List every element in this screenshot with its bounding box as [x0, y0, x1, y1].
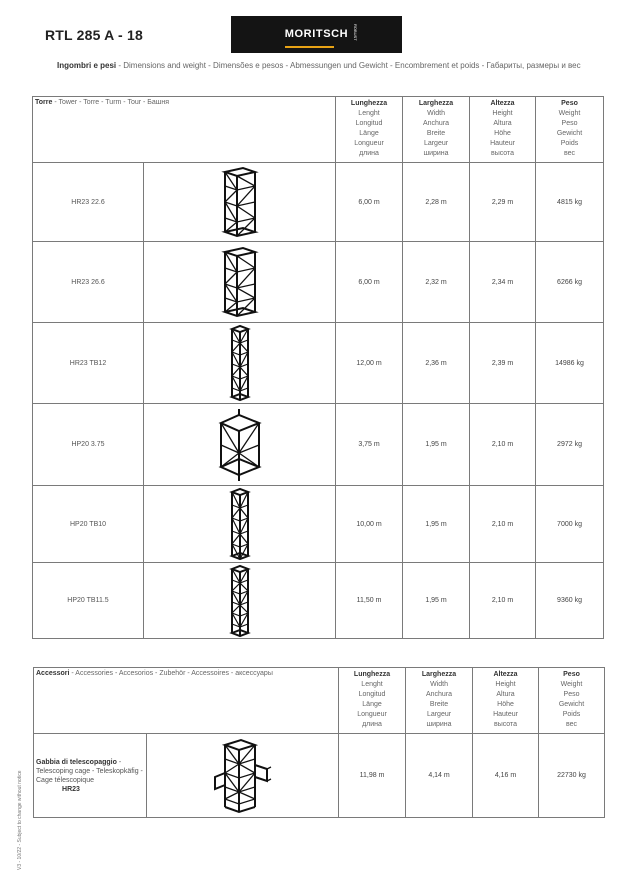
tower-base-icon: [220, 487, 260, 561]
table-row: [33, 563, 604, 639]
tower-image-cell: [144, 404, 336, 486]
tower-width: 1,95 m: [403, 486, 470, 563]
moritsch-logo: [231, 16, 402, 53]
accessory-name-line2: Telescoping cage - Teleskopkäfig -: [36, 767, 143, 775]
header-length-ru: длина: [359, 150, 379, 157]
acc-header-length-en: Lenght: [361, 681, 383, 688]
tower-image-cell: [144, 323, 336, 404]
acc-header-weight: [539, 668, 605, 734]
header-height: [470, 97, 536, 163]
tower-name: HP20 TB11.5: [33, 563, 144, 639]
acc-header-weight-ru: вес: [565, 721, 578, 728]
tower-name: HP20 TB10: [33, 486, 144, 563]
tower-base-icon: [220, 324, 260, 402]
page-subtitle: [57, 61, 581, 70]
acc-header-width: [406, 668, 473, 734]
table-row: [33, 323, 604, 404]
acc-header-weight-fr: Poids: [562, 711, 581, 718]
header-length-label: Lunghezza: [350, 100, 388, 107]
tower-image-cell: [144, 163, 336, 242]
header-length-en: Lenght: [358, 110, 380, 117]
tower-image-cell: [144, 486, 336, 563]
header-weight-label: Peso: [561, 100, 578, 107]
header-height-ru: высота: [490, 150, 515, 157]
tower-width: 1,95 m: [403, 404, 470, 486]
tower-height: 2,34 m: [470, 242, 536, 323]
tower-weight: 4815 kg: [536, 163, 604, 242]
acc-header-height-ru: высота: [493, 721, 518, 728]
accessories-table: [33, 667, 605, 818]
tower-length: 6,00 m: [336, 242, 403, 323]
tower-length: 3,75 m: [336, 404, 403, 486]
accessory-image-cell: [147, 734, 339, 818]
tower-image-cell: [144, 563, 336, 639]
tower-name: HR23 26.6: [33, 242, 144, 323]
tower-name: HR23 22.6: [33, 163, 144, 242]
tower-section-bold: Torre: [35, 99, 53, 106]
acc-header-weight-label: Peso: [563, 671, 580, 678]
tower-height: 2,39 m: [470, 323, 536, 404]
accessories-header-row: [34, 668, 605, 734]
accessory-width: 4,14 m: [406, 734, 473, 818]
acc-header-length-label: Lunghezza: [353, 671, 391, 678]
tower-weight: 2972 kg: [536, 404, 604, 486]
tower-weight: 6266 kg: [536, 242, 604, 323]
table-row: [33, 242, 604, 323]
tower-length: 6,00 m: [336, 163, 403, 242]
tower-section-label: [33, 97, 336, 163]
acc-header-width-es: Anchura: [425, 691, 453, 698]
logo-accent-bar: [285, 46, 334, 48]
acc-header-width-de: Breite: [429, 701, 449, 708]
tower-table: [32, 96, 604, 639]
accessory-name-line3: Cage télescopique: [36, 776, 94, 784]
acc-header-height-de: Höhe: [497, 701, 514, 708]
acc-header-weight-en: Weight: [560, 681, 583, 688]
subtitle-bold: Ingombri e pesi: [57, 61, 117, 70]
acc-header-length-de: Länge: [362, 701, 382, 708]
tower-section-icon: [213, 407, 267, 483]
header-width-label: Larghezza: [418, 100, 454, 107]
header-weight: [536, 97, 604, 163]
logo-text: MORITSCH: [284, 28, 349, 40]
tower-section-icon: [215, 164, 265, 240]
header-width-fr: Largeur: [423, 140, 449, 147]
tower-height: 2,10 m: [470, 563, 536, 639]
acc-header-weight-es: Peso: [563, 691, 580, 698]
table-row: [33, 404, 604, 486]
header-weight-de: Gewicht: [556, 130, 583, 137]
header-height-label: Altezza: [490, 100, 515, 107]
accessory-name-bold: Gabbia di telescopaggio: [36, 758, 117, 766]
header-weight-en: Weight: [558, 110, 581, 117]
header-length-de: Länge: [359, 130, 379, 137]
acc-header-height-fr: Hauteur: [493, 711, 518, 718]
tower-width: 2,28 m: [403, 163, 470, 242]
accessory-name-rest: -: [116, 758, 122, 766]
tower-section-rest: - Tower - Torre - Turm - Tour - Башня: [52, 99, 170, 106]
accessory-height: 4,16 m: [473, 734, 539, 818]
header-length-es: Longitud: [355, 120, 383, 127]
accessory-weight: 22730 kg: [539, 734, 605, 818]
tower-height: 2,29 m: [470, 163, 536, 242]
tower-base-icon: [220, 564, 260, 638]
header-length-fr: Longueur: [354, 140, 384, 147]
tower-height: 2,10 m: [470, 404, 536, 486]
tower-length: 12,00 m: [336, 323, 403, 404]
tower-width: 2,36 m: [403, 323, 470, 404]
table-row: [34, 734, 605, 818]
acc-header-width-en: Width: [430, 681, 448, 688]
acc-section-bold: Accessori: [36, 670, 70, 677]
acc-header-length-fr: Longueur: [357, 711, 387, 718]
acc-header-length-ru: длина: [362, 721, 382, 728]
subtitle-rest: - Dimensions and weight - Dimensões e pesos - Abmessungen und Gewicht - Encombrement et poids - Габариты, размеры и вес: [116, 61, 581, 70]
tower-weight: 9360 kg: [536, 563, 604, 639]
tower-width: 1,95 m: [403, 563, 470, 639]
header-width-ru: ширина: [423, 150, 449, 157]
acc-header-width-fr: Largeur: [426, 711, 452, 718]
tower-weight: 14986 kg: [536, 323, 604, 404]
tower-image-cell: [144, 242, 336, 323]
tower-height: 2,10 m: [470, 486, 536, 563]
acc-header-weight-de: Gewicht: [558, 701, 585, 708]
tower-length: 11,50 m: [336, 563, 403, 639]
acc-header-height-es: Altura: [496, 691, 515, 698]
acc-header-width-ru: ширина: [426, 721, 452, 728]
header-length: [336, 97, 403, 163]
acc-header-length-es: Longitud: [358, 691, 386, 698]
acc-header-height: [473, 668, 539, 734]
tower-section-icon: [215, 244, 265, 320]
telescoping-cage-icon: [211, 737, 275, 815]
tower-name: HR23 TB12: [33, 323, 144, 404]
tower-width: 2,32 m: [403, 242, 470, 323]
acc-header-height-label: Altezza: [493, 671, 518, 678]
page-title: RTL 285 A - 18: [45, 27, 143, 43]
accessories-section-label: [34, 668, 339, 734]
logo-small-text: ROBUST: [353, 24, 359, 41]
acc-section-rest: - Accessories - Accesorios - Zubehör - Accessoires - аксессуары: [69, 670, 273, 677]
accessory-length: 11,98 m: [339, 734, 406, 818]
header-width: [403, 97, 470, 163]
header-width-en: Width: [427, 110, 445, 117]
tower-length: 10,00 m: [336, 486, 403, 563]
table-row: [33, 163, 604, 242]
header-width-es: Anchura: [422, 120, 450, 127]
header-height-en: Height: [492, 110, 513, 117]
acc-header-width-label: Larghezza: [421, 671, 457, 678]
header-weight-ru: вес: [563, 150, 576, 157]
tower-name: HP20 3.75: [33, 404, 144, 486]
tower-header-row: [33, 97, 604, 163]
acc-header-height-en: Height: [495, 681, 516, 688]
header-height-de: Höhe: [494, 130, 511, 137]
header-weight-es: Peso: [561, 120, 578, 127]
header-weight-fr: Poids: [560, 140, 579, 147]
tower-weight: 7000 kg: [536, 486, 604, 563]
header-height-es: Altura: [493, 120, 512, 127]
table-row: [33, 486, 604, 563]
acc-header-length: [339, 668, 406, 734]
side-note: V3 - 10/22 - Subject to change without notice: [17, 770, 23, 870]
header-height-fr: Hauteur: [490, 140, 515, 147]
accessory-name: [34, 734, 147, 818]
accessory-code: HR23: [62, 785, 80, 793]
header-width-de: Breite: [426, 130, 446, 137]
